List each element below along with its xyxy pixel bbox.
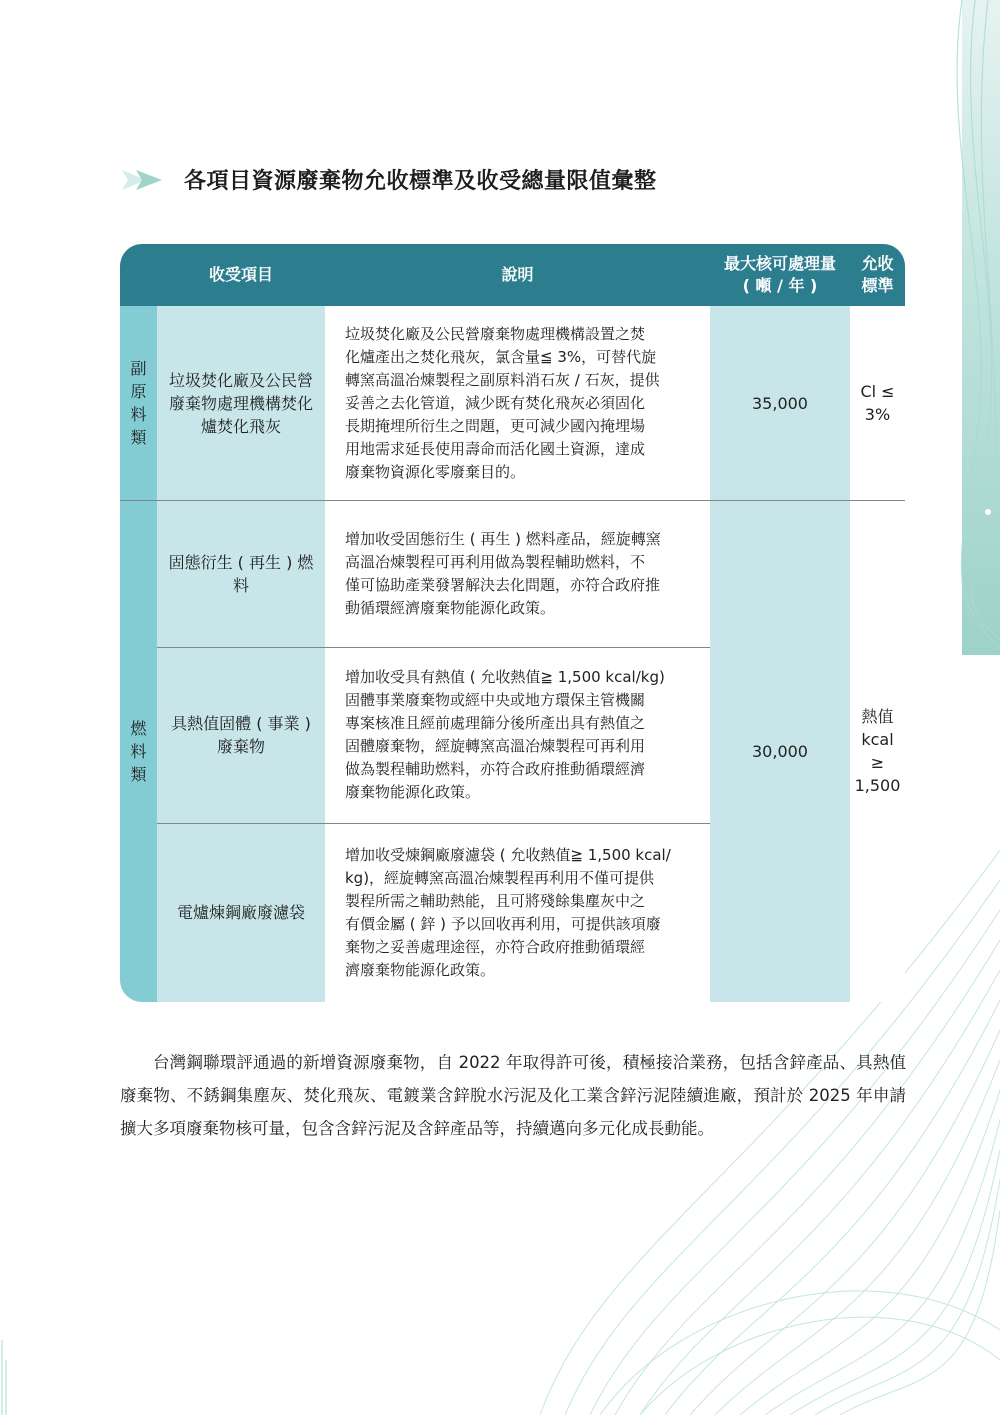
standard-text: 熱值 kcal ≥ 1,500: [854, 707, 901, 795]
standard-text: Cl ≤ 3%: [860, 382, 895, 424]
header-max-line2: ( 噸 / 年 ): [742, 276, 818, 295]
category-cell: [120, 500, 157, 1002]
row-divider: [157, 823, 710, 824]
row-divider: [120, 500, 905, 501]
description-cell: [325, 647, 710, 823]
description-cell: [325, 500, 710, 647]
table-header: [120, 244, 905, 306]
waste-acceptance-table: [120, 244, 905, 1002]
item-cell: 電爐煉鋼廠廢濾袋: [157, 823, 325, 1002]
item-cell: 垃圾焚化廠及公民營廢棄物處理機構焚化爐焚化飛灰: [157, 306, 325, 500]
header-std-line2: 標準: [861, 276, 894, 295]
description-text: 垃圾焚化廠及公民營廢棄物處理機構設置之焚 化爐產出之焚化飛灰，氯含量≦ 3%，可替代旋 轉窯高溫冶煉製程之副原料消石灰 / 石灰，提供 妥善之去化管道，減少既有焚化飛灰必須固化 長期掩埋所衍生之問題，更可減少國內掩埋場 用地需求延長使用壽命而活化國土資源，達成 廢棄物資源化零廢棄目的。: [345, 324, 660, 481]
description-cell: [325, 823, 710, 1002]
standard-cell: [850, 500, 905, 1002]
page-title: 各項目資源廢棄物允收標準及收受總量限值彙整: [184, 169, 657, 194]
description-text: 增加收受固態衍生 ( 再生 ) 燃料產品，經旋轉窯 高溫冶煉製程可再利用做為製程輔助燃料，不 僅可協助產業發署解決去化問題，亦符合政府推 動循環經濟廢棄物能源化政策。: [345, 529, 661, 617]
category-label: 副原料類: [130, 359, 147, 447]
description-cell: [325, 306, 710, 500]
item-cell: 具熱值固體 ( 事業 ) 廢棄物: [157, 647, 325, 823]
standard-cell: [850, 306, 905, 500]
side-gradient-band: [962, 0, 1000, 655]
max-capacity-cell: 35,000: [710, 306, 850, 500]
header-standard: [850, 244, 905, 306]
header-max-capacity: [710, 244, 850, 306]
row-divider: [157, 647, 710, 648]
item-cell: 固態衍生 ( 再生 ) 燃料: [157, 500, 325, 647]
header-max-line1: 最大核可處理量: [723, 254, 836, 273]
category-label: 燃料類: [130, 718, 147, 784]
category-cell: [120, 306, 157, 500]
section-heading: [122, 164, 657, 195]
body-paragraph: 台灣鋼聯環評通過的新增資源廢棄物，自 2022 年取得許可後，積極接洽業務，包括含鋅產品、具熱值廢棄物、不銹鋼集塵灰、焚化飛灰、電鍍業含鋅脫水污泥及化工業含鋅污泥陸續進廠，預計於 2025 年申請擴大多項廢棄物核可量，包含含鋅污泥及含鋅產品等，持續邁向多元化成長動能。: [120, 1053, 906, 1138]
header-desc: 說明: [501, 265, 534, 284]
header-std-line1: 允收: [861, 254, 894, 273]
double-chevron-right-icon: [122, 166, 166, 194]
max-capacity-cell: 30,000: [710, 500, 850, 1002]
description-text: 增加收受煉鋼廠廢濾袋 ( 允收熱值≧ 1,500 kcal/ kg)，經旋轉窯高溫冶煉製程再利用不僅可提供 製程所需之輔助熱能，且可將殘餘集塵灰中之 有價金屬 ( 鋅 ) 予以回收再利用，可提供該項廢 棄物之妥善處理途徑，亦符合政府推動循環經 濟廢棄物能源化政策。: [345, 845, 671, 979]
description-text: 增加收受具有熱值 ( 允收熱值≧ 1,500 kcal/kg) 固體事業廢棄物或經中央或地方環保主管機關 專案核准且經前處理篩分後所產出具有熱值之 固體廢棄物，經旋轉窯高溫冶煉製程可再利用 做為製程輔助燃料，亦符合政府推動循環經濟 廢棄物能源化政策。: [345, 668, 665, 801]
header-item: 收受項目: [208, 265, 273, 284]
